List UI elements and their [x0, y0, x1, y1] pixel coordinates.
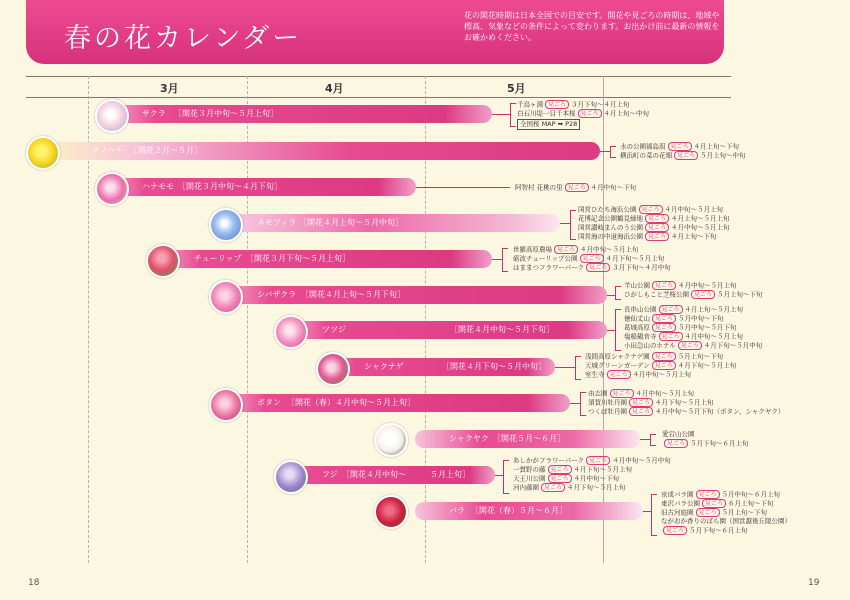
mikoro-badge: 見ごろ [629, 407, 653, 416]
peak-period: ３月下旬〜４月中旬 [612, 263, 671, 272]
mikoro-badge: 見ごろ [548, 474, 572, 483]
month-label-april: 4月 [325, 82, 344, 95]
tulip-photo [146, 244, 180, 278]
location-item [513, 483, 671, 492]
location-name: 阿智村 花桃の里 [515, 183, 563, 192]
peak-period: ４月中旬〜５月上旬 [664, 205, 724, 214]
location-name: 浅間高原シャクナゲ園 [585, 352, 650, 361]
peak-period: ４月中旬〜下旬 [590, 183, 637, 192]
location-item [588, 407, 784, 416]
connector-bracket [575, 356, 581, 380]
peak-period: ４月上旬〜５月上旬 [671, 214, 730, 223]
bloom-bar-shibazakura [215, 286, 607, 304]
bloom-range: ［開花３月中旬〜４月下旬］ [178, 182, 282, 191]
location-name: あしかがフラワーパーク [513, 456, 585, 465]
mikoro-badge: 見ごろ [565, 183, 589, 192]
bloom-bar-fuji [280, 466, 495, 484]
peak-period: ４月下旬〜５月上旬 [605, 254, 665, 263]
mikoro-badge: 見ごろ [586, 456, 610, 465]
location-list [585, 352, 736, 379]
location-name: 世羅高原農場 [513, 245, 552, 254]
location-list [513, 245, 671, 272]
peak-period: ４月中旬〜５月上旬 [632, 370, 692, 379]
location-name: 天城グリーンガーデン [585, 361, 650, 370]
bloom-range: ［開花３月中旬〜５月上旬］ [174, 109, 278, 118]
flower-name: シャクヤク [449, 434, 489, 443]
mikoro-badge: 見ごろ [607, 370, 631, 379]
shibazakura-photo [209, 280, 243, 314]
location-item [661, 508, 791, 517]
location-item [661, 526, 791, 535]
location-name: 千鳥ヶ淵 [517, 100, 543, 109]
location-name: 東沢バラ公園 [661, 499, 700, 508]
mikoro-badge: 見ごろ [645, 214, 669, 223]
title-banner [26, 0, 724, 64]
sakura-photo [95, 99, 129, 133]
bloom-bar-hanamomo [100, 178, 416, 196]
hanamomo-photo [95, 172, 129, 206]
intro-text: 花の開花時期は日本全国での目安です。開花や見ごろの時期は、地域や標高、気象などの条件によって変わります。お出かけ前に最新の情報をお確かめください。 [464, 11, 720, 42]
location-name: 砺波チューリップ公園 [513, 254, 578, 263]
location-name: 白石川堤一目千本桜 [517, 109, 576, 118]
month-label-march: 3月 [160, 82, 179, 95]
flower-name: シバザクラ [257, 290, 297, 299]
location-name: 塩船観音寺 [624, 332, 657, 341]
connector-bracket [650, 434, 656, 446]
peak-period: ４月上旬〜下旬 [671, 232, 717, 241]
location-item [578, 205, 730, 214]
mikoro-badge: 見ごろ [610, 389, 634, 398]
mikoro-badge: 見ごろ [652, 323, 676, 332]
location-name: 羊山公園 [624, 281, 650, 290]
location-item [620, 142, 746, 151]
location-item [513, 474, 671, 483]
connector-bracket [615, 309, 621, 351]
flower-name: バラ [449, 506, 465, 515]
location-item [578, 223, 730, 232]
bloom-bar-tsutsuji [280, 321, 607, 339]
peak-period: ４月下旬〜５月上旬 [573, 465, 633, 474]
location-item [578, 232, 730, 241]
location-list [513, 456, 671, 492]
location-list [515, 183, 636, 192]
month-label-may: 5月 [507, 82, 526, 95]
peak-period: ５月中旬〜６月上旬 [721, 490, 781, 499]
mikoro-badge: 見ごろ [554, 245, 578, 254]
peak-period: ４月中旬〜５月上旬 [684, 332, 744, 341]
mikoro-badge: 見ごろ [678, 341, 702, 350]
location-item [585, 370, 736, 379]
location-name: 河内藤園 [513, 483, 539, 492]
connector-line [495, 475, 503, 476]
peak-period: ５月上旬〜下旬 [717, 290, 763, 299]
peak-period: ５月上旬〜下旬 [677, 352, 724, 361]
location-name: 横浜町の菜の花畑 [620, 151, 672, 160]
location-item [661, 490, 791, 499]
location-list [624, 281, 763, 299]
location-item [588, 389, 784, 398]
shakuyaku-photo [374, 423, 408, 457]
location-name: 小田急山のホテル [624, 341, 676, 350]
mikoro-badge: 見ごろ [639, 205, 663, 214]
location-name: 天王川公園 [513, 474, 546, 483]
bloom-range: ［開花４月上旬〜５月下旬］ [301, 290, 405, 299]
location-name: 京成バラ園 [661, 490, 694, 499]
mikoro-badge: 見ごろ [696, 490, 720, 499]
peak-period: ４月中旬〜５月上旬 [635, 389, 695, 398]
peak-period: ５月上旬〜中旬 [700, 151, 746, 160]
mikoro-badge: 見ごろ [645, 223, 669, 232]
page-number-left: 18 [28, 578, 40, 588]
bloom-bar-sakura [100, 105, 492, 123]
location-list [578, 205, 730, 241]
location-item [624, 323, 762, 332]
mikoro-badge: 見ごろ [580, 254, 604, 263]
peak-period: ３月下旬〜４月上旬 [571, 100, 630, 109]
connector-bracket [615, 286, 621, 300]
connector-line [643, 511, 651, 512]
bloom-range: ［開花４月中旬〜 ５月上旬］ [342, 470, 470, 479]
location-item [517, 100, 649, 109]
connector-line [492, 114, 510, 115]
peak-period: ４月上旬〜５月上旬 [684, 305, 744, 314]
connector-line [492, 259, 502, 260]
peak-period: ４月下旬〜５月上旬 [655, 398, 714, 407]
location-name: ながおか香りのばら園（国営越後丘陵公園） [661, 517, 791, 525]
mikoro-badge: 見ごろ [578, 109, 602, 118]
location-name: 徳仙丈山 [624, 314, 650, 323]
location-name: 愛宕山公園 [662, 430, 695, 438]
location-list [624, 305, 762, 350]
bloom-range: ［開花２月〜５月］ [130, 146, 202, 155]
location-list [661, 490, 791, 535]
location-item [624, 314, 762, 323]
location-item [624, 305, 762, 314]
flower-name: チューリップ [194, 254, 242, 263]
mikoro-badge: 見ごろ [659, 305, 683, 314]
location-name: ひがしもこと芝桜公園 [624, 290, 689, 299]
location-name: 葛城高原 [624, 323, 650, 332]
mikoro-badge: 見ごろ [652, 314, 676, 323]
bloom-range: ［開花４月上旬〜５月中旬］ [299, 218, 403, 227]
location-name: 国営ひたち海浜公園 [578, 205, 637, 214]
flower-name: ハナモモ [142, 182, 174, 191]
flower-name: サクラ [142, 109, 166, 118]
connector-line [600, 151, 610, 152]
bloom-range: ［開花４月中旬〜５月下旬］ [450, 325, 554, 334]
bloom-range: ［開花（春）４月中旬〜５月上旬］ [287, 398, 415, 407]
location-name: 旧古河庭園 [661, 508, 694, 517]
location-name: 長串山公園 [624, 305, 657, 314]
peak-period: ５月下旬〜６月上旬 [690, 439, 749, 447]
peak-period: ６月上旬〜下旬 [728, 499, 774, 508]
peak-period: ４月上旬〜下旬 [693, 142, 740, 151]
location-item [513, 465, 671, 474]
bloom-bar-bara [415, 502, 643, 520]
mikoro-badge: 見ごろ [548, 465, 572, 474]
peak-period: ４月下旬〜５月上旬 [677, 361, 737, 370]
bloom-range: ［開花４月下旬〜５月中旬］ [442, 362, 546, 371]
mikoro-badge: 見ごろ [652, 361, 676, 370]
location-list [620, 142, 746, 160]
bloom-bar-tulip [152, 250, 492, 268]
peak-period: ４月下旬〜５月中旬 [703, 341, 763, 350]
location-item [513, 245, 671, 254]
connector-line [607, 295, 615, 296]
peak-period: ５月中旬〜５月下旬 [678, 323, 737, 332]
peak-period: ４月中旬〜下旬 [573, 474, 620, 483]
peak-period: ４月中旬〜５月上旬 [580, 245, 639, 254]
connector-line [416, 187, 510, 188]
botan-photo [209, 388, 243, 422]
mikoro-badge: 見ごろ [668, 142, 692, 151]
bloom-bar-shakunage [322, 358, 555, 376]
connector-bracket [502, 248, 508, 272]
connector-bracket [580, 392, 586, 416]
flower-name: フジ [322, 470, 338, 479]
flower-name: ツツジ [322, 325, 346, 334]
location-item [661, 499, 791, 508]
flower-name: ボタン [257, 398, 281, 407]
mikoro-badge: 見ごろ [652, 352, 676, 361]
page-number-right: 19 [808, 578, 820, 588]
bloom-bar-shakuyaku [415, 430, 640, 448]
connector-line [607, 330, 615, 331]
location-item [585, 352, 736, 361]
mikoro-badge: 見ごろ [645, 232, 669, 241]
bloom-bar-nemophila [215, 214, 560, 232]
location-item [515, 183, 636, 192]
mikoro-badge: 見ごろ [664, 439, 688, 448]
peak-period: ５月上旬〜下旬 [721, 508, 768, 517]
location-list [588, 389, 784, 416]
location-name: 室生寺 [585, 370, 605, 379]
location-item [588, 398, 784, 407]
location-item [662, 439, 749, 448]
location-name: 花博記念公園鶴見緑地 [578, 214, 643, 223]
peak-period: ５月下旬〜６月上旬 [689, 526, 748, 534]
mikoro-badge: 見ごろ [629, 398, 653, 407]
flower-name: ネモフィラ [257, 218, 297, 227]
mikoro-badge: 見ごろ [702, 499, 726, 508]
bara-photo [374, 495, 408, 529]
peak-period: ４月中旬〜５月下旬（ボタン、シャクヤク） [655, 407, 785, 416]
peak-period: ４月上旬〜中旬 [603, 109, 650, 118]
mikoro-badge: 見ごろ [696, 508, 720, 517]
location-item [624, 341, 762, 350]
location-item [513, 263, 671, 272]
peak-period: ４月中旬〜５月上旬 [671, 223, 730, 232]
flower-name: シャクナゲ [364, 362, 404, 371]
location-item [513, 456, 671, 465]
location-item [513, 254, 671, 263]
mikoro-badge: 見ごろ [545, 100, 569, 109]
connector-line [570, 403, 580, 404]
connector-bracket [651, 494, 657, 536]
page-title: 春の花カレンダー [64, 23, 303, 54]
connector-bracket [610, 146, 616, 158]
timeline-top-rule [26, 76, 731, 77]
tsutsuji-photo [274, 315, 308, 349]
location-list [662, 430, 749, 448]
mikoro-badge: 見ごろ [674, 151, 698, 160]
connector-line [560, 223, 570, 224]
connector-bracket [570, 210, 576, 240]
peak-period: ４月中旬〜５月中旬 [612, 456, 671, 465]
location-item [578, 214, 730, 223]
shakunage-photo [316, 352, 350, 386]
location-item [624, 332, 762, 341]
location-name: 一貫野の藤 [513, 465, 546, 474]
mikoro-badge: 見ごろ [659, 332, 683, 341]
connector-bracket [503, 460, 509, 494]
location-name: 国営海の中道海浜公園 [578, 232, 643, 241]
connector-line [555, 367, 575, 368]
bloom-bar-nanohana [44, 142, 600, 160]
location-name: はままつフラワーパーク [513, 263, 585, 272]
location-item [624, 281, 763, 290]
peak-period: ４月中旬〜５月上旬 [678, 281, 737, 290]
location-item [585, 361, 736, 370]
location-item [517, 109, 649, 118]
bloom-bar-botan [215, 394, 570, 412]
nemophila-photo [209, 208, 243, 242]
mikoro-badge: 見ごろ [586, 263, 610, 272]
bloom-range: ［開花５月〜６月］ [493, 434, 565, 443]
location-item [624, 290, 763, 299]
location-item [620, 151, 746, 160]
location-name: 由志園 [588, 389, 608, 398]
peak-period: ４月下旬〜５月上旬 [567, 483, 626, 492]
mikoro-badge: 見ごろ [691, 290, 715, 299]
connector-line [640, 439, 650, 440]
mikoro-badge: 見ごろ [652, 281, 676, 290]
location-list [517, 100, 649, 130]
location-name: 須賀川牡丹園 [588, 398, 627, 407]
bloom-range: ［開花（春）５月〜６月］ [471, 506, 567, 515]
map-reference: 全国桜 MAP ➡ P28 [517, 119, 580, 130]
connector-bracket [510, 103, 516, 127]
nanohana-photo [26, 136, 60, 170]
flower-name: ナノハナ [92, 146, 123, 155]
location-name: つくば牡丹園 [588, 407, 627, 416]
mikoro-badge: 見ごろ [541, 483, 565, 492]
fuji-photo [274, 460, 308, 494]
location-name: 国営讃岐まんのう公園 [578, 223, 643, 232]
mikoro-badge: 見ごろ [663, 526, 687, 535]
bloom-range: ［開花３月下旬〜５月上旬］ [246, 254, 350, 263]
peak-period: ５月中旬〜下旬 [678, 314, 724, 323]
timeline-header-rule [26, 97, 731, 98]
location-name: 水の公園福島潟 [620, 142, 666, 151]
